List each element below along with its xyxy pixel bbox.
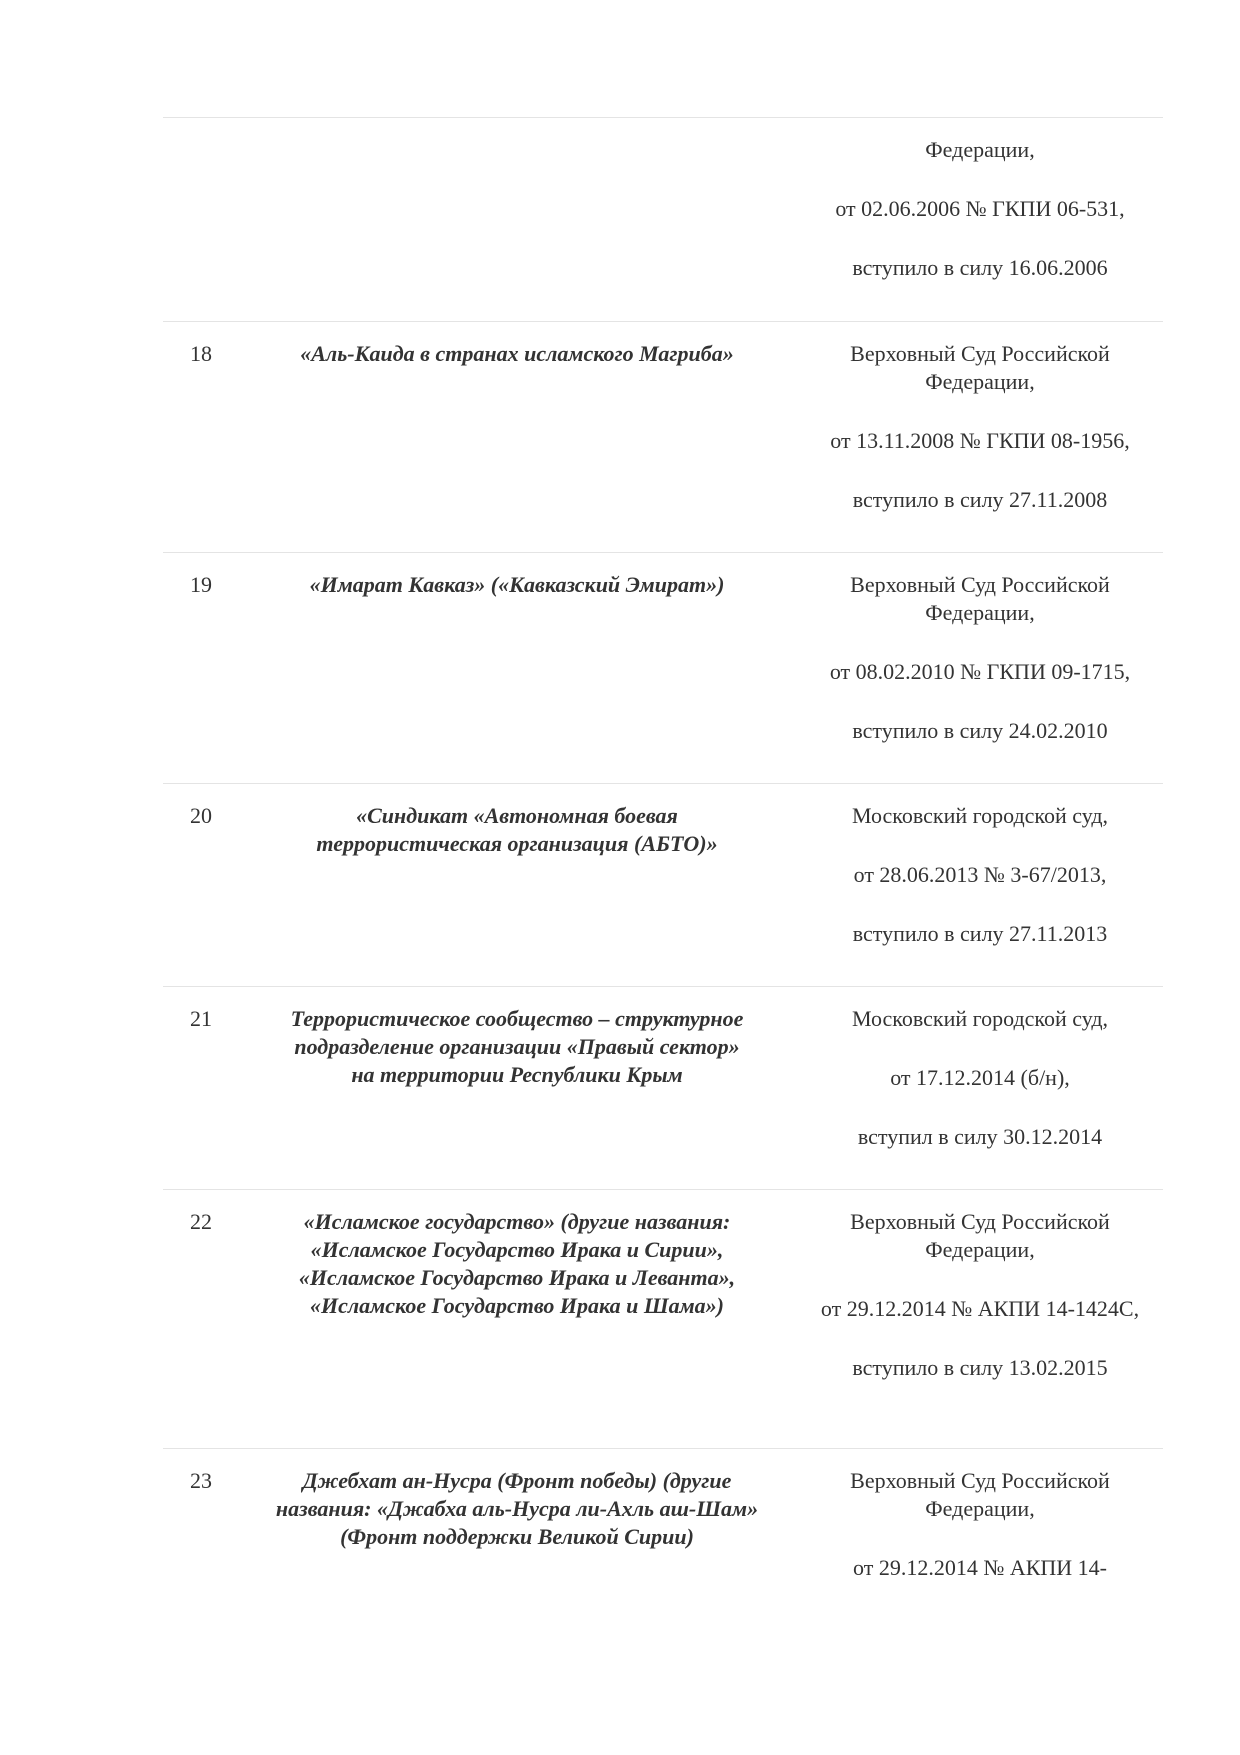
organization-name <box>237 322 797 552</box>
court-line: от 13.11.2008 № ГКПИ 08-1956, <box>830 428 1130 453</box>
court-line: от 08.02.2010 № ГКПИ 09-1715, <box>829 659 1131 684</box>
court-line: вступило в силу 24.02.2010 <box>852 718 1108 743</box>
table-row <box>163 986 1163 1189</box>
name-line: Террористическое сообщество – структурное <box>290 1006 744 1031</box>
court-line: Верховный Суд Российской Федерации, <box>850 341 1110 394</box>
name-line: названия: «Джабха аль-Нусра ли-Ахль аш-Шам» <box>275 1496 759 1521</box>
court-decision <box>797 553 1163 783</box>
row-number <box>163 118 237 321</box>
court-decision <box>797 322 1163 552</box>
table-row <box>163 1189 1163 1448</box>
court-line: от 29.12.2014 № АКПИ 14- <box>853 1555 1107 1580</box>
name-line: «Имарат Кавказ» («Кавказский Эмират») <box>309 572 725 597</box>
court-decision <box>797 1190 1163 1448</box>
table-row <box>163 783 1163 986</box>
organization-name <box>237 1190 797 1448</box>
court-line: Федерации, <box>925 137 1035 162</box>
name-line: «Аль-Каида в странах исламского Магриба» <box>300 341 734 366</box>
row-number: 18 <box>190 341 212 366</box>
name-line: «Исламское государство» (другие названия: <box>303 1209 731 1234</box>
court-decision <box>797 987 1163 1189</box>
table-row <box>163 1448 1163 1648</box>
organization-name <box>237 118 797 321</box>
court-line: от 02.06.2006 № ГКПИ 06-531, <box>835 196 1125 221</box>
table-row <box>163 552 1163 783</box>
row-number: 21 <box>190 1006 212 1031</box>
name-line: «Исламское Государство Ирака и Леванта», <box>298 1265 736 1290</box>
court-line: вступило в силу 27.11.2008 <box>852 487 1108 512</box>
organizations-table <box>163 117 1163 1648</box>
name-line: на территории Республики Крым <box>351 1062 683 1087</box>
court-line: вступил в силу 30.12.2014 <box>857 1124 1103 1149</box>
court-decision <box>797 118 1163 321</box>
court-line: Верховный Суд Российской Федерации, <box>850 1468 1110 1521</box>
name-line: (Фронт поддержки Великой Сирии) <box>340 1524 694 1549</box>
court-line: вступило в силу 13.02.2015 <box>852 1355 1108 1380</box>
row-number: 20 <box>190 803 212 828</box>
name-line: подразделение организации «Правый сектор» <box>294 1034 740 1059</box>
court-line: Верховный Суд Российской Федерации, <box>850 1209 1110 1262</box>
court-decision <box>797 784 1163 986</box>
court-line: Московский городской суд, <box>851 1006 1109 1031</box>
court-decision <box>797 1449 1163 1648</box>
court-line: от 28.06.2013 № 3-67/2013, <box>853 862 1107 887</box>
row-number: 23 <box>190 1468 212 1493</box>
row-number: 19 <box>190 572 212 597</box>
court-line: от 17.12.2014 (б/н), <box>890 1065 1070 1090</box>
court-line: вступило в силу 27.11.2013 <box>852 921 1108 946</box>
court-line: Верховный Суд Российской Федерации, <box>850 572 1110 625</box>
name-line: «Синдикат «Автономная боевая <box>356 803 678 828</box>
name-line: Джебхат ан-Нусра (Фронт победы) (другие <box>302 1468 732 1493</box>
name-line: «Исламское Государство Ирака и Шама») <box>310 1293 724 1318</box>
table-row <box>163 117 1163 321</box>
table-row <box>163 321 1163 552</box>
organization-name <box>237 987 797 1189</box>
court-line: от 29.12.2014 № АКПИ 14-1424С, <box>820 1296 1140 1321</box>
court-line: вступило в силу 16.06.2006 <box>852 255 1108 280</box>
organization-name <box>237 1449 797 1648</box>
row-number: 22 <box>190 1209 212 1234</box>
name-line: «Исламское Государство Ирака и Сирии», <box>310 1237 724 1262</box>
organization-name <box>237 784 797 986</box>
name-line: террористическая организация (АБТО)» <box>316 831 718 856</box>
court-line: Московский городской суд, <box>851 803 1109 828</box>
organization-name <box>237 553 797 783</box>
